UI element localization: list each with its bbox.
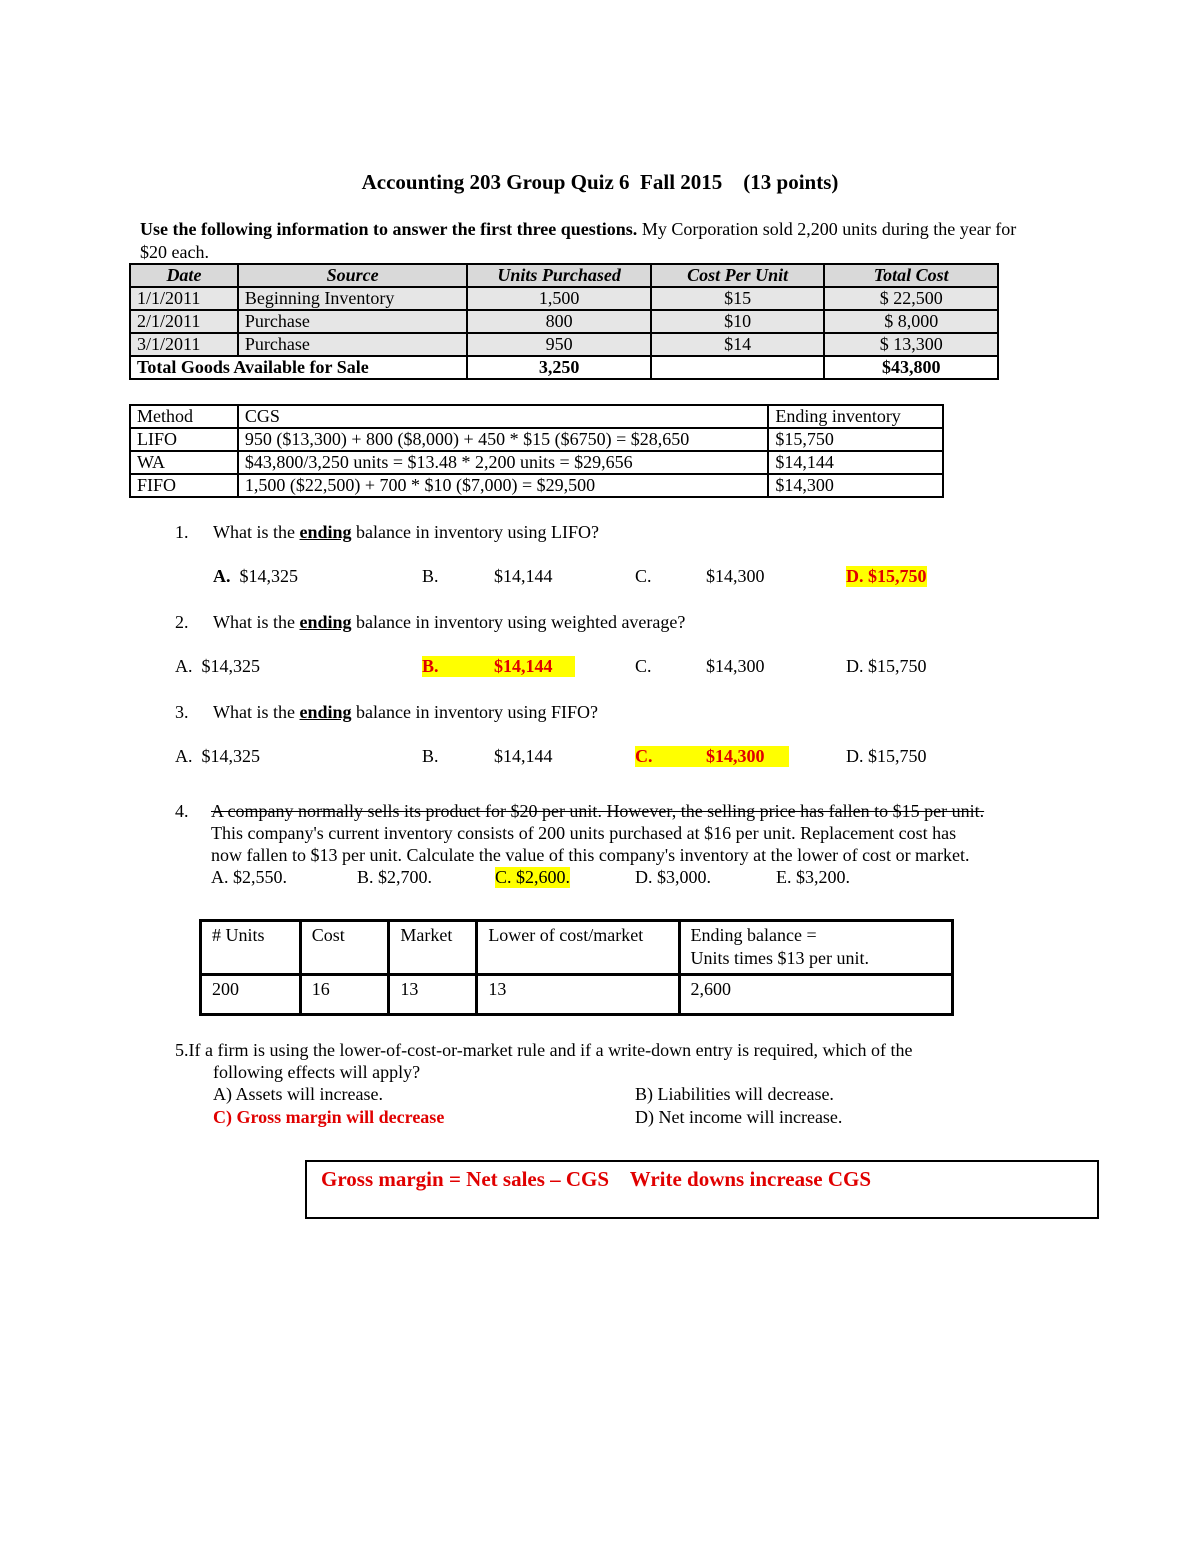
table-row [130,333,998,356]
header-cost: Cost [300,921,389,975]
question-emphasis: ending [299,522,352,542]
cell-source: Purchase [238,333,467,356]
option-letter: A. [175,656,193,676]
q5-option-a: A) Assets will increase. [213,1084,383,1104]
q2-option-a [175,656,260,677]
method-header-row [130,405,943,428]
question-4-line-3: now fallen to $13 per unit. Calculate the value of this company's inventory at the lower of cost or market. [211,845,970,865]
cell-total: $ 22,500 [824,287,998,310]
q3-option-c-answer [635,746,789,767]
question-emphasis: ending [299,612,352,632]
inventory-table [129,263,999,380]
total-units: 3,250 [467,356,651,379]
note-text: Gross margin = Net sales – CGS Write downs increase CGS [321,1167,871,1191]
q1-option-c-letter: C. [635,566,652,586]
cell-total: $ 8,000 [824,310,998,333]
q1-option-c-value: $14,300 [706,566,765,586]
question-number: 3. [175,702,189,722]
option-letter: B. [422,656,439,676]
option-value: $14,300 [706,746,765,766]
question-1 [175,522,599,543]
q3-option-d: D. $15,750 [846,746,927,766]
q1-option-b-letter: B. [422,566,439,586]
q1-option-b-value: $14,144 [494,566,553,586]
question-number: 1. [175,522,189,542]
header-total-cost: Total Cost [824,264,998,287]
q4-option-d: D. $3,000. [635,867,711,887]
page-title: Accounting 203 Group Quiz 6 Fall 2015 (13 points) [361,170,839,194]
q4-option-e: E. $3,200. [776,867,850,887]
cell-method: FIFO [130,474,238,497]
cell-cgs: $43,800/3,250 units = $13.48 * 2,200 units = $29,656 [238,451,768,474]
table-row [130,451,943,474]
cell-date: 2/1/2011 [130,310,238,333]
table-row [130,310,998,333]
cell-source: Purchase [238,310,467,333]
option-letter: A. [175,746,193,766]
q2-option-c-letter: C. [635,656,652,676]
q2-option-c-value: $14,300 [706,656,765,676]
q1-option-a [213,566,298,587]
total-cost: $43,800 [824,356,998,379]
question-text-post: balance in inventory using weighted average? [351,612,686,632]
inventory-header-row [130,264,998,287]
cell-ending: $15,750 [768,428,943,451]
cell-cost: 16 [300,975,389,1015]
header-ending-inventory: Ending inventory [768,405,943,428]
header-ending-balance: Ending balance = Units times $13 per unit. [679,921,952,975]
option-value: $14,325 [201,656,260,676]
intro-rest: My Corporation sold 2,200 units during the year for $20 each. [140,219,1017,262]
table-row [130,428,943,451]
q5-option-b: B) Liabilities will decrease. [635,1084,834,1104]
q5-option-c-answer: C) Gross margin will decrease [213,1107,445,1127]
cell-cgs: 1,500 ($22,500) + 700 * $10 ($7,000) = $29,500 [238,474,768,497]
cell-method: LIFO [130,428,238,451]
cell-ending: $14,300 [768,474,943,497]
method-table [129,404,944,498]
cell-unit-cost: $14 [651,333,824,356]
option-value: $14,325 [201,746,260,766]
question-text-pre: What is the [213,612,300,632]
q3-option-b-value: $14,144 [494,746,553,766]
question-3 [175,702,598,723]
option-letter: C. [635,746,653,766]
cell-units: 200 [201,975,301,1015]
question-number: 2. [175,612,189,632]
cell-date: 1/1/2011 [130,287,238,310]
table-row [201,975,953,1015]
q5-option-d: D) Net income will increase. [635,1107,843,1127]
cell-method: WA [130,451,238,474]
question-4-struck-text: A company normally sells its product for $20 per unit. However, the selling price has fallen to $15 per unit. [211,801,985,821]
cell-units: 1,500 [467,287,651,310]
note-box [305,1160,1099,1219]
intro-bold: Use the following information to answer the first three questions. [140,219,638,239]
header-market: Market [389,921,477,975]
question-text-pre: What is the [213,522,300,542]
q4-option-b: B. $2,700. [357,867,433,887]
cell-date: 3/1/2011 [130,333,238,356]
question-text-pre: What is the [213,702,300,722]
cell-unit-cost: $10 [651,310,824,333]
question-text-post: balance in inventory using LIFO? [351,522,599,542]
header-cgs: CGS [238,405,768,428]
question-emphasis: ending [299,702,352,722]
q1-option-d-answer: D. $15,750 [846,566,927,586]
q2-option-b-answer [422,656,575,677]
q4-option-c-answer: C. $2,600. [495,867,571,887]
question-4-number: 4. [175,801,189,821]
table-row [130,287,998,310]
header-source: Source [238,264,467,287]
question-text-post: balance in inventory using FIFO? [351,702,598,722]
lcm-table [199,919,954,1016]
cell-source: Beginning Inventory [238,287,467,310]
question-5-line-2: following effects will apply? [213,1062,421,1082]
option-letter: A. [213,566,231,586]
total-unit-cost [651,356,824,379]
q3-option-a [175,746,260,767]
cell-unit-cost: $15 [651,287,824,310]
header-units: # Units [201,921,301,975]
header-units: Units Purchased [467,264,651,287]
cell-ending: $14,144 [768,451,943,474]
option-value: $14,144 [494,656,553,676]
q3-option-b-letter: B. [422,746,439,766]
q4-option-a: A. $2,550. [211,867,287,887]
question-4-line-2: This company's current inventory consists of 200 units purchased at $16 per unit. Replacement cost has [211,823,957,843]
intro-text [140,218,1040,264]
total-label: Total Goods Available for Sale [130,356,467,379]
cell-units: 800 [467,310,651,333]
cell-cgs: 950 ($13,300) + 800 ($8,000) + 450 * $15 ($6750) = $28,650 [238,428,768,451]
cell-ending-balance: 2,600 [679,975,952,1015]
q2-option-d: D. $15,750 [846,656,927,676]
lcm-header-row [201,921,953,975]
table-row [130,474,943,497]
cell-units: 950 [467,333,651,356]
question-5-line-1: 5.If a firm is using the lower-of-cost-or-market rule and if a write-down entry is required, which of the [175,1040,913,1060]
header-cost-per-unit: Cost Per Unit [651,264,824,287]
question-2 [175,612,685,633]
cell-lower: 13 [477,975,679,1015]
total-row [130,356,998,379]
cell-total: $ 13,300 [824,333,998,356]
header-date: Date [130,264,238,287]
option-value: $14,325 [239,566,298,586]
header-lower-of-cost-market: Lower of cost/market [477,921,679,975]
header-method: Method [130,405,238,428]
cell-market: 13 [389,975,477,1015]
